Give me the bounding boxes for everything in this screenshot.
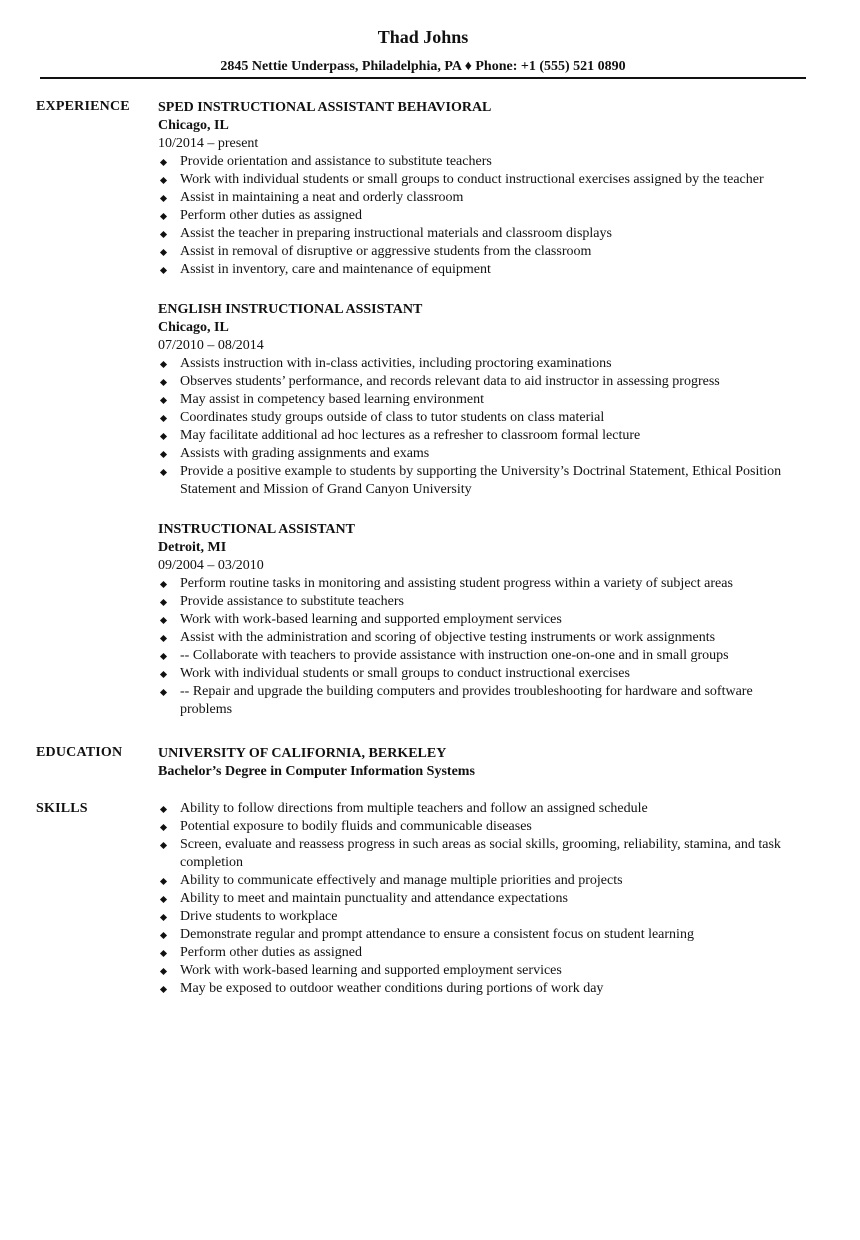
job-location: Chicago, IL: [158, 320, 229, 335]
header-divider: [40, 77, 806, 79]
job-dates: 09/2004 – 03/2010: [158, 558, 264, 573]
degree-name: Bachelor’s Degree in Computer Information Systems: [158, 764, 475, 779]
job-3: [158, 521, 808, 719]
list-item: Assist with the administration and scoring of objective testing instruments or work assignments: [158, 629, 808, 647]
skills-entry: [158, 800, 808, 998]
list-item: Ability to meet and maintain punctuality and attendance expectations: [158, 890, 808, 908]
list-item: Provide a positive example to students by supporting the University’s Doctrinal Statement, Ethical Position Statement and Mission of Grand Canyon University: [158, 463, 808, 499]
job-title: ENGLISH INSTRUCTIONAL ASSISTANT: [158, 302, 423, 317]
job-dates: 10/2014 – present: [158, 136, 259, 151]
education-label: EDUCATION: [36, 745, 123, 760]
list-item: Assists instruction with in-class activities, including proctoring examinations: [158, 355, 808, 373]
list-item: Assists with grading assignments and exams: [158, 445, 808, 463]
list-item: Perform other duties as assigned: [158, 944, 808, 962]
list-item: May facilitate additional ad hoc lectures as a refresher to classroom formal lecture: [158, 427, 808, 445]
list-item: Work with individual students or small groups to conduct instructional exercises: [158, 665, 808, 683]
skills-label: SKILLS: [36, 801, 88, 816]
list-item: Work with work-based learning and supported employment services: [158, 611, 808, 629]
job-location: Chicago, IL: [158, 118, 229, 133]
education-entry: [158, 745, 808, 781]
candidate-name: Thad Johns: [377, 27, 469, 47]
list-item: Drive students to workplace: [158, 908, 808, 926]
skills-list: [158, 800, 808, 998]
list-item: Ability to follow directions from multiple teachers and follow an assigned schedule: [158, 800, 808, 818]
list-item: Work with work-based learning and supported employment services: [158, 962, 808, 980]
job-2: [158, 301, 808, 499]
list-item: Assist in maintaining a neat and orderly classroom: [158, 189, 808, 207]
list-item: Provide orientation and assistance to substitute teachers: [158, 153, 808, 171]
job-duties-list: [158, 575, 808, 719]
list-item: Assist in inventory, care and maintenance of equipment: [158, 261, 808, 279]
list-item: Observes students’ performance, and records relevant data to aid instructor in assessing progress: [158, 373, 808, 391]
list-item: Potential exposure to bodily fluids and communicable diseases: [158, 818, 808, 836]
job-duties-list: [158, 153, 808, 279]
contact-line: 2845 Nettie Underpass, Philadelphia, PA ♦ Phone: +1 (555) 521 0890: [220, 59, 626, 74]
list-item: May assist in competency based learning environment: [158, 391, 808, 409]
school-name: UNIVERSITY OF CALIFORNIA, BERKELEY: [158, 746, 447, 761]
list-item: Perform routine tasks in monitoring and assisting student progress within a variety of subject areas: [158, 575, 808, 593]
list-item: Assist in removal of disruptive or aggressive students from the classroom: [158, 243, 808, 261]
job-location: Detroit, MI: [158, 540, 227, 555]
experience-label: EXPERIENCE: [36, 99, 130, 114]
list-item: Coordinates study groups outside of class to tutor students on class material: [158, 409, 808, 427]
job-title: INSTRUCTIONAL ASSISTANT: [158, 522, 355, 537]
list-item: Demonstrate regular and prompt attendance to ensure a consistent focus on student learning: [158, 926, 808, 944]
list-item: Work with individual students or small groups to conduct instructional exercises assigned by the teacher: [158, 171, 808, 189]
list-item: Screen, evaluate and reassess progress in such areas as social skills, grooming, reliability, stamina, and task completion: [158, 836, 808, 872]
list-item: Ability to communicate effectively and manage multiple priorities and projects: [158, 872, 808, 890]
list-item: Assist the teacher in preparing instructional materials and classroom displays: [158, 225, 808, 243]
job-title: SPED INSTRUCTIONAL ASSISTANT BEHAVIORAL: [158, 100, 492, 115]
job-1: [158, 99, 808, 279]
list-item: -- Repair and upgrade the building computers and provides troubleshooting for hardware and software problems: [158, 683, 808, 719]
list-item: Provide assistance to substitute teachers: [158, 593, 808, 611]
list-item: -- Collaborate with teachers to provide assistance with instruction one-on-one and in small groups: [158, 647, 808, 665]
list-item: Perform other duties as assigned: [158, 207, 808, 225]
job-duties-list: [158, 355, 808, 499]
list-item: May be exposed to outdoor weather conditions during portions of work day: [158, 980, 808, 998]
job-dates: 07/2010 – 08/2014: [158, 338, 264, 353]
